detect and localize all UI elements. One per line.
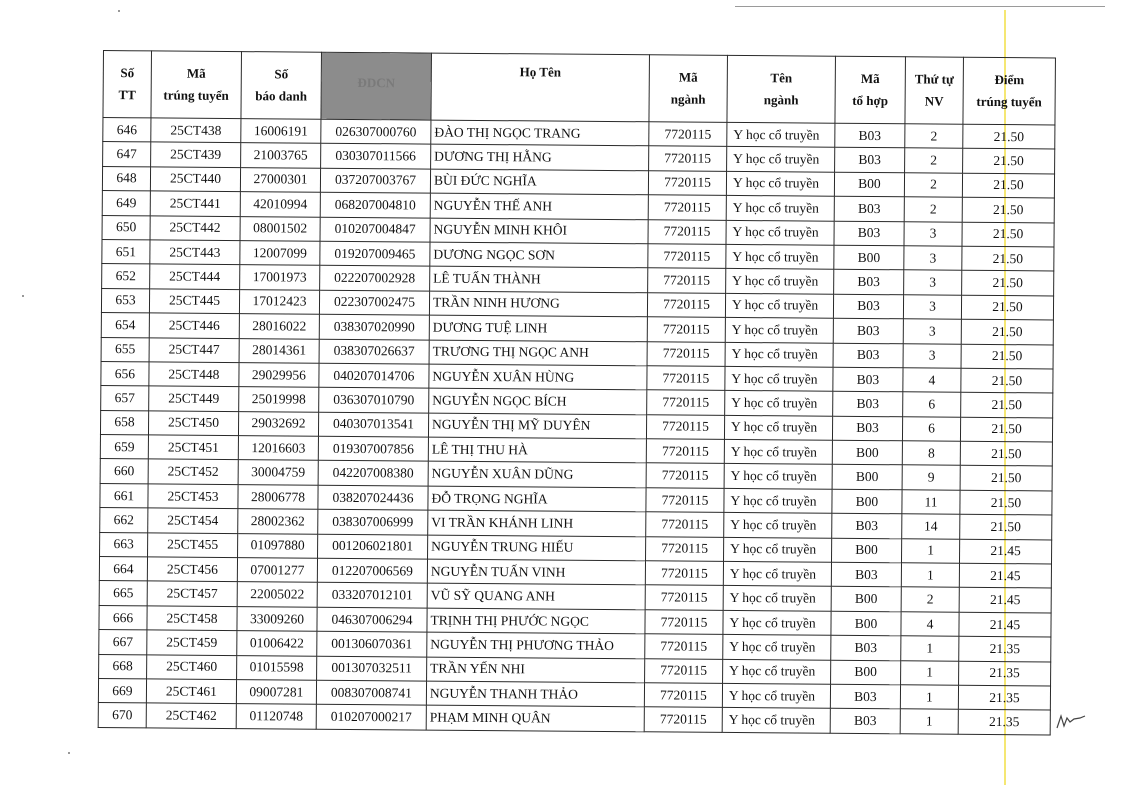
cell-ma-nganh: 7720115 [647,366,725,391]
cell-ma-trung-tuyen: 25CT444 [150,264,240,289]
cell-ho-ten: NGUYỄN XUÂN DŨNG [428,462,646,488]
cell-thu-tu-nv: 2 [905,148,963,173]
cell-thu-tu-nv: 1 [900,709,958,734]
cell-ma-to-hop: B00 [831,660,901,685]
cell-thu-tu-nv: 3 [903,319,961,344]
header-ten-nganh [727,55,836,123]
header-diem [963,57,1056,125]
cell-ma-trung-tuyen: 25CT453 [148,484,238,509]
header-ddcn-line2 [325,97,428,98]
cell-stt: 654 [101,313,149,338]
cell-ma-to-hop: B03 [835,148,905,173]
cell-ho-ten: NGUYỄN THỊ PHƯƠNG THẢO [427,632,645,658]
scan-speck [68,752,70,754]
cell-ma-nganh: 7720115 [648,171,726,196]
cell-diem: 21.35 [958,685,1050,710]
cell-so-bao-danh: 42010994 [240,192,320,217]
admission-results-table-wrapper [98,50,1056,735]
cell-ten-nganh: Y học cổ truyền [726,171,834,196]
cell-ma-nganh: 7720115 [647,317,725,342]
cell-ma-trung-tuyen: 25CT454 [148,508,238,533]
cell-ho-ten: TRƯƠNG THỊ NGỌC ANH [429,340,647,366]
cell-stt: 652 [102,264,150,289]
header-stt-line2: TT [118,87,136,103]
cell-diem: 21.45 [959,539,1051,564]
cell-ho-ten: NGUYỄN THANH THẢO [426,681,644,707]
cell-diem: 21.50 [960,466,1052,491]
cell-stt: 651 [102,239,150,264]
cell-diem: 21.50 [961,368,1053,393]
cell-so-bao-danh: 27000301 [240,167,320,192]
cell-ho-ten: NGUYỄN THẾ ANH [430,193,648,219]
cell-so-bao-danh: 07001277 [237,558,317,583]
header-ma-nganh [649,55,728,123]
cell-ddcn: 001206021801 [318,534,428,559]
cell-ma-to-hop: B00 [832,440,902,465]
header-ma-trung-tuyen-line2: trúng tuyển [163,87,229,103]
cell-ma-to-hop: B00 [832,465,902,490]
cell-thu-tu-nv: 1 [900,685,958,710]
header-ddcn [321,52,432,120]
cell-ten-nganh: Y học cổ truyền [724,513,832,538]
cell-ma-trung-tuyen: 25CT445 [149,289,239,314]
cell-ma-nganh: 7720115 [646,536,724,561]
cell-diem: 21.45 [959,588,1051,613]
header-so-bao-danh [241,52,322,120]
cell-thu-tu-nv: 1 [901,660,959,685]
cell-so-bao-danh: 09007281 [236,680,316,705]
cell-ma-to-hop: B00 [831,587,901,612]
cell-so-bao-danh: 29029956 [239,362,319,387]
cell-ten-nganh: Y học cổ truyền [724,415,832,440]
cell-ma-trung-tuyen: 25CT449 [149,386,239,411]
cell-ten-nganh: Y học cổ truyền [726,269,834,294]
cell-so-bao-danh: 12016603 [238,436,318,461]
cell-stt: 664 [99,557,147,582]
cell-ddcn: 038307026637 [319,339,429,364]
cell-so-bao-danh: 17001973 [240,265,320,290]
cell-diem: 21.50 [960,514,1052,539]
cell-ma-to-hop: B00 [831,538,901,563]
cell-ma-nganh: 7720115 [649,146,727,171]
cell-stt: 665 [99,581,147,606]
cell-ddcn: 022207002928 [320,266,430,291]
cell-ho-ten: DƯƠNG NGỌC SƠN [430,242,648,268]
cell-ddcn: 068207004810 [320,192,430,217]
cell-ma-to-hop: B03 [833,343,903,368]
cell-ma-trung-tuyen: 25CT447 [149,337,239,362]
cell-ddcn: 026307000760 [321,119,431,144]
cell-ma-to-hop: B03 [832,513,902,538]
cell-so-bao-danh: 08001502 [240,216,320,241]
cell-ho-ten: NGUYỄN TUẤN VINH [427,559,645,585]
cell-ma-trung-tuyen: 25CT455 [148,533,238,558]
cell-ten-nganh: Y học cổ truyền [725,342,833,367]
cell-ma-trung-tuyen: 25CT440 [150,167,240,192]
cell-ma-trung-tuyen: 25CT450 [148,411,238,436]
cell-stt: 662 [100,508,148,533]
cell-ma-trung-tuyen: 25CT462 [146,703,236,728]
cell-thu-tu-nv: 1 [901,636,959,661]
cell-diem: 21.50 [962,271,1054,296]
cell-ten-nganh: Y học cổ truyền [723,586,831,611]
cell-ma-to-hop: B03 [832,416,902,441]
cell-diem: 21.50 [960,441,1052,466]
cell-thu-tu-nv: 6 [902,416,960,441]
cell-ddcn: 038207024436 [318,485,428,510]
cell-stt: 657 [101,386,149,411]
cell-ma-nganh: 7720115 [645,585,723,610]
table-body [98,118,1055,735]
cell-diem: 21.45 [959,612,1051,637]
cell-stt: 648 [102,166,150,191]
cell-diem: 21.50 [961,319,1053,344]
cell-ten-nganh: Y học cổ truyền [724,464,832,489]
cell-stt: 661 [100,483,148,508]
header-diem-line1: Điểm [994,72,1025,88]
cell-so-bao-danh: 01120748 [236,704,316,729]
cell-thu-tu-nv: 3 [904,221,962,246]
cell-so-bao-danh: 30004759 [238,460,318,485]
cell-ho-ten: NGUYỄN TRUNG HIẾU [428,535,646,561]
cell-ma-to-hop: B00 [834,245,904,270]
cell-stt: 650 [102,215,150,240]
cell-ddcn: 010207004847 [320,217,430,242]
cell-ten-nganh: Y học cổ truyền [726,220,834,245]
cell-ddcn: 008307008741 [316,680,426,705]
cell-ma-to-hop: B03 [833,318,903,343]
cell-thu-tu-nv: 2 [904,173,962,198]
cell-ma-trung-tuyen: 25CT439 [151,142,241,167]
cell-ho-ten: TRẦN YẾN NHI [427,657,645,683]
cell-ma-nganh: 7720115 [647,390,725,415]
cell-ma-trung-tuyen: 25CT457 [147,581,237,606]
cell-ddcn: 042207008380 [318,461,428,486]
cell-ma-to-hop: B03 [834,270,904,295]
cell-ma-trung-tuyen: 25CT451 [148,435,238,460]
header-so-bao-danh-line2: báo danh [255,88,308,104]
cell-ma-to-hop: B03 [833,367,903,392]
cell-stt: 670 [98,703,146,728]
cell-ma-nganh: 7720115 [648,244,726,269]
cell-ten-nganh: Y học cổ truyền [727,122,835,147]
page-top-border-line [735,6,1105,7]
cell-ddcn: 012207006569 [317,558,427,583]
cell-ho-ten: LÊ THỊ THU HÀ [428,437,646,463]
cell-ma-nganh: 7720115 [646,439,724,464]
cell-so-bao-danh: 25019998 [239,387,319,412]
cell-thu-tu-nv: 3 [904,270,962,295]
cell-ma-to-hop: B00 [832,489,902,514]
cell-ddcn: 001307032511 [317,656,427,681]
header-ma-trung-tuyen-line1: Mã [186,65,206,81]
cell-ho-ten: NGUYỄN NGỌC BÍCH [429,388,647,414]
cell-diem: 21.50 [962,246,1054,271]
header-ma-to-hop [835,56,906,124]
cell-ho-ten: NGUYỄN MINH KHÔI [430,218,648,244]
cell-diem: 21.50 [962,222,1054,247]
cell-stt: 655 [101,337,149,362]
cell-stt: 649 [102,191,150,216]
cell-ho-ten: BÙI ĐỨC NGHĨA [430,169,648,195]
cell-ten-nganh: Y học cổ truyền [726,244,834,269]
cell-stt: 656 [101,361,149,386]
cell-ma-nganh: 7720115 [645,658,723,683]
header-ten-nganh-line2: ngành [763,92,799,108]
cell-ma-to-hop: B03 [830,684,900,709]
cell-diem: 21.45 [959,563,1051,588]
cell-ddcn: 038307020990 [319,314,429,339]
cell-ma-trung-tuyen: 25CT446 [149,313,239,338]
header-ma-nganh-line2: ngành [670,91,706,107]
cell-stt: 667 [99,630,147,655]
cell-ma-trung-tuyen: 25CT461 [146,679,236,704]
cell-ddcn: 030307011566 [321,144,431,169]
cell-ten-nganh: Y học cổ truyền [723,561,831,586]
cell-ma-nganh: 7720115 [646,512,724,537]
header-stt [103,51,152,118]
cell-ma-trung-tuyen: 25CT438 [151,118,241,143]
cell-ho-ten: VI TRẦN KHÁNH LINH [428,510,646,536]
cell-so-bao-danh: 17012423 [239,289,319,314]
cell-thu-tu-nv: 2 [904,197,962,222]
cell-diem: 21.50 [961,295,1053,320]
cell-thu-tu-nv: 3 [903,295,961,320]
cell-diem: 21.50 [960,417,1052,442]
cell-stt: 660 [100,459,148,484]
cell-ddcn: 010207000217 [316,705,426,730]
cell-thu-tu-nv: 9 [902,465,960,490]
cell-ma-nganh: 7720115 [645,634,723,659]
cell-stt: 669 [98,678,146,703]
cell-ho-ten: VŨ SỸ QUANG ANH [427,583,645,609]
header-ma-nganh-line1: Mã [678,69,698,85]
cell-ddcn: 040207014706 [319,363,429,388]
cell-ten-nganh: Y học cổ truyền [724,439,832,464]
cell-stt: 646 [103,118,151,143]
cell-ho-ten: PHẠM MINH QUÂN [426,705,644,731]
cell-ho-ten: ĐỖ TRỌNG NGHĨA [428,486,646,512]
cell-so-bao-danh: 01097880 [238,533,318,558]
cell-diem: 21.50 [960,490,1052,515]
header-ho-ten-line1: Họ Tên [519,64,562,80]
cell-so-bao-danh: 28006778 [238,484,318,509]
cell-diem: 21.50 [962,197,1054,222]
cell-ten-nganh: Y học cổ truyền [722,708,830,733]
cell-stt: 668 [99,654,147,679]
cell-so-bao-danh: 01006422 [237,631,317,656]
scan-speck [118,10,120,12]
header-ma-trung-tuyen [151,51,242,119]
cell-stt: 653 [101,288,149,313]
cell-ddcn: 040307013541 [318,412,428,437]
cell-ma-to-hop: B03 [831,635,901,660]
cell-ma-trung-tuyen: 25CT441 [150,191,240,216]
cell-thu-tu-nv: 6 [903,392,961,417]
cell-ma-trung-tuyen: 25CT443 [150,240,240,265]
cell-ho-ten: LÊ TUẤN THÀNH [430,266,648,292]
cell-ma-to-hop: B03 [835,123,905,148]
header-thu-tu-nv-line2: NV [924,93,944,109]
header-diem-line2: trúng tuyển [976,93,1042,110]
cell-thu-tu-nv: 2 [901,587,959,612]
cell-so-bao-danh: 16006191 [241,119,321,144]
cell-thu-tu-nv: 14 [902,514,960,539]
cell-ma-to-hop: B00 [834,172,904,197]
header-ma-to-hop-line1: Mã [860,70,880,87]
cell-ma-to-hop: B00 [831,611,901,636]
cell-so-bao-danh: 29032692 [238,411,318,436]
cell-ho-ten: NGUYỄN THỊ MỸ DUYÊN [428,413,646,439]
cell-ten-nganh: Y học cổ truyền [723,659,831,684]
cell-ma-trung-tuyen: 25CT458 [147,606,237,631]
cell-ma-to-hop: B03 [834,196,904,221]
cell-ten-nganh: Y học cổ truyền [724,537,832,562]
cell-ddcn: 019207009465 [320,241,430,266]
cell-ma-nganh: 7720115 [645,610,723,635]
cell-ten-nganh: Y học cổ truyền [722,683,830,708]
cell-ten-nganh: Y học cổ truyền [725,293,833,318]
cell-so-bao-danh: 28014361 [239,338,319,363]
header-ddcn-line1: ĐDCN [357,74,396,91]
cell-ma-to-hop: B03 [831,562,901,587]
cell-ma-nganh: 7720115 [646,488,724,513]
header-thu-tu-nv [905,57,964,124]
cell-so-bao-danh: 21003765 [241,143,321,168]
header-ma-to-hop-line2: tổ hợp [852,92,889,109]
cell-stt: 647 [103,142,151,167]
header-ten-nganh-line1: Tên [770,70,793,86]
cell-diem: 21.50 [963,124,1055,149]
header-thu-tu-nv-line1: Thứ tự [914,71,954,87]
cell-ho-ten: DƯƠNG TUỆ LINH [429,315,647,341]
cell-ddcn: 022307002475 [319,290,429,315]
cell-ma-nganh: 7720115 [644,707,722,732]
cell-ma-nganh: 7720115 [647,341,725,366]
header-stt-line1: Số [120,65,135,81]
cell-ten-nganh: Y học cổ truyền [723,610,831,635]
cell-ma-trung-tuyen: 25CT460 [147,654,237,679]
cell-ten-nganh: Y học cổ truyền [727,147,835,172]
cell-so-bao-danh: 28002362 [238,509,318,534]
cell-ten-nganh: Y học cổ truyền [725,366,833,391]
cell-so-bao-danh: 22005022 [237,582,317,607]
cell-diem: 21.50 [961,393,1053,418]
cell-stt: 666 [99,605,147,630]
cell-diem: 21.50 [962,173,1054,198]
cell-thu-tu-nv: 1 [901,563,959,588]
cell-thu-tu-nv: 3 [904,246,962,271]
cell-ma-nganh: 7720115 [648,195,726,220]
header-so-bao-danh-line1: Số [274,66,289,82]
cell-ma-nganh: 7720115 [646,463,724,488]
cell-ten-nganh: Y học cổ truyền [723,635,831,660]
admission-results-table [98,50,1056,735]
cell-diem: 21.50 [961,344,1053,369]
cell-ho-ten: ĐÀO THỊ NGỌC TRANG [431,120,649,146]
cell-ddcn: 038307006999 [318,509,428,534]
signature-mark [1056,710,1086,730]
cell-ma-trung-tuyen: 25CT456 [147,557,237,582]
cell-thu-tu-nv: 4 [901,612,959,637]
cell-so-bao-danh: 12007099 [240,241,320,266]
cell-ma-nganh: 7720115 [646,414,724,439]
scan-speck [22,295,24,297]
cell-ma-nganh: 7720115 [644,683,722,708]
cell-ma-nganh: 7720115 [647,293,725,318]
cell-stt: 659 [100,435,148,460]
cell-so-bao-danh: 01015598 [237,655,317,680]
cell-thu-tu-nv: 4 [903,368,961,393]
cell-ddcn: 033207012101 [317,583,427,608]
cell-ma-to-hop: B03 [834,221,904,246]
cell-thu-tu-nv: 11 [902,490,960,515]
cell-ma-nganh: 7720115 [649,122,727,147]
cell-ho-ten: TRẦN NINH HƯƠNG [429,291,647,317]
cell-ma-trung-tuyen: 25CT442 [150,215,240,240]
cell-ddcn: 019307007856 [318,436,428,461]
table-header [103,51,1055,125]
cell-ma-to-hop: B03 [830,709,900,734]
cell-ddcn: 046307006294 [317,607,427,632]
cell-stt: 663 [100,532,148,557]
cell-thu-tu-nv: 8 [902,441,960,466]
cell-ho-ten: TRỊNH THỊ PHƯỚC NGỌC [427,608,645,634]
cell-diem: 21.35 [959,636,1051,661]
cell-ten-nganh: Y học cổ truyền [726,196,834,221]
cell-ten-nganh: Y học cổ truyền [725,391,833,416]
cell-ho-ten: DƯƠNG THỊ HẰNG [431,144,649,170]
cell-ddcn: 001306070361 [317,631,427,656]
cell-thu-tu-nv: 2 [905,124,963,149]
cell-ma-to-hop: B03 [833,392,903,417]
cell-ma-trung-tuyen: 25CT459 [147,630,237,655]
cell-ma-trung-tuyen: 25CT452 [148,459,238,484]
cell-ma-nganh: 7720115 [648,268,726,293]
cell-ddcn: 037207003767 [320,168,430,193]
cell-ma-nganh: 7720115 [648,219,726,244]
cell-ten-nganh: Y học cổ truyền [725,318,833,343]
cell-ma-trung-tuyen: 25CT448 [149,362,239,387]
cell-so-bao-danh: 33009260 [237,606,317,631]
cell-thu-tu-nv: 1 [901,538,959,563]
cell-ho-ten: NGUYỄN XUÂN HÙNG [429,364,647,390]
cell-ten-nganh: Y học cổ truyền [724,488,832,513]
cell-diem: 21.50 [963,149,1055,174]
cell-stt: 658 [100,410,148,435]
cell-ma-to-hop: B03 [833,294,903,319]
cell-diem: 21.35 [958,710,1050,735]
header-ho-ten [431,53,650,122]
cell-ddcn: 036307010790 [319,388,429,413]
cell-so-bao-danh: 28016022 [239,314,319,339]
cell-ma-nganh: 7720115 [645,561,723,586]
cell-thu-tu-nv: 3 [903,343,961,368]
header-row [103,51,1055,125]
cell-diem: 21.35 [959,661,1051,686]
